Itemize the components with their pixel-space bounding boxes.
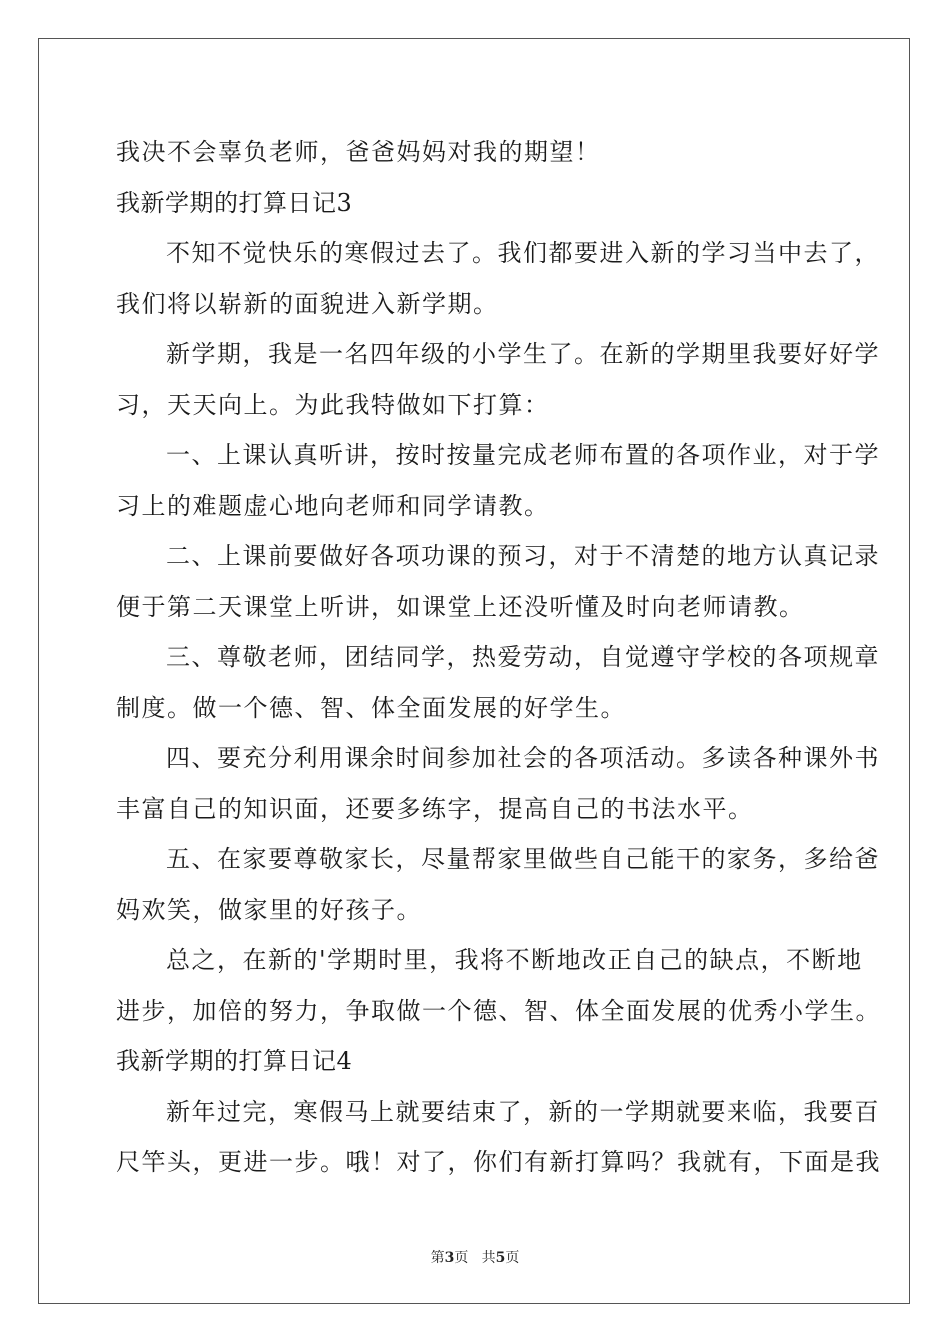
page-footer	[0, 1247, 950, 1267]
page-suffix: 页	[454, 1250, 469, 1266]
text-line: 四、要充分利用课余时间参加社会的各项活动。多读各种课外书	[166, 744, 880, 772]
text-line: 一、上课认真听讲，按时按量完成老师布置的各项作业，对于学	[166, 441, 880, 469]
text-line: 新年过完，寒假马上就要结束了，新的一学期就要来临，我要百	[166, 1097, 880, 1126]
text-line: 二、上课前要做好各项功课的预习，对于不清楚的地方认真记录	[166, 542, 880, 570]
text-line: 习，天天向上。为此我特做如下打算：	[116, 390, 550, 419]
text-line: 我们将以崭新的面貌进入新学期。	[116, 289, 499, 318]
text-line: 进步，加倍的努力，争取做一个德、智、体全面发展的优秀小学生。	[116, 996, 881, 1025]
section-heading: 我新学期的打算日记3	[116, 188, 353, 217]
text-line: 尺竿头，更进一步。哦！对了，你们有新打算吗？我就有，下面是我	[116, 1148, 881, 1176]
page-prefix: 第	[430, 1250, 445, 1266]
text-line: 总之，在新的'学期时里，我将不断地改正自己的缺点，不断地	[166, 946, 863, 974]
text-line: 便于第二天课堂上听讲，如课堂上还没听懂及时向老师请教。	[116, 592, 805, 621]
section-heading: 我新学期的打算日记4	[116, 1047, 353, 1075]
text-line: 新学期，我是一名四年级的小学生了。在新的学期里我要好好学	[166, 340, 880, 368]
text-line: 我决不会辜负老师，爸爸妈妈对我的期望！	[116, 138, 601, 166]
text-line: 习上的难题虚心地向老师和同学请教。	[116, 491, 550, 520]
total-suffix: 页	[505, 1250, 520, 1266]
text-line: 不知不觉快乐的寒假过去了。我们都要进入新的学习当中去了，	[166, 239, 880, 267]
text-line: 五、在家要尊敬家长，尽量帮家里做些自己能干的家务，多给爸	[166, 845, 880, 873]
current-page-number: 3	[444, 1250, 455, 1266]
text-line: 丰富自己的知识面，还要多练字，提高自己的书法水平。	[116, 794, 754, 823]
text-line: 制度。做一个德、智、体全面发展的好学生。	[116, 693, 626, 722]
total-prefix: 共	[481, 1250, 496, 1266]
document-body	[116, 127, 881, 1188]
total-pages-number: 5	[495, 1250, 506, 1266]
text-line: 妈欢笑，做家里的好孩子。	[116, 895, 422, 924]
text-line: 三、尊敬老师，团结同学，热爱劳动，自觉遵守学校的各项规章	[166, 643, 880, 671]
